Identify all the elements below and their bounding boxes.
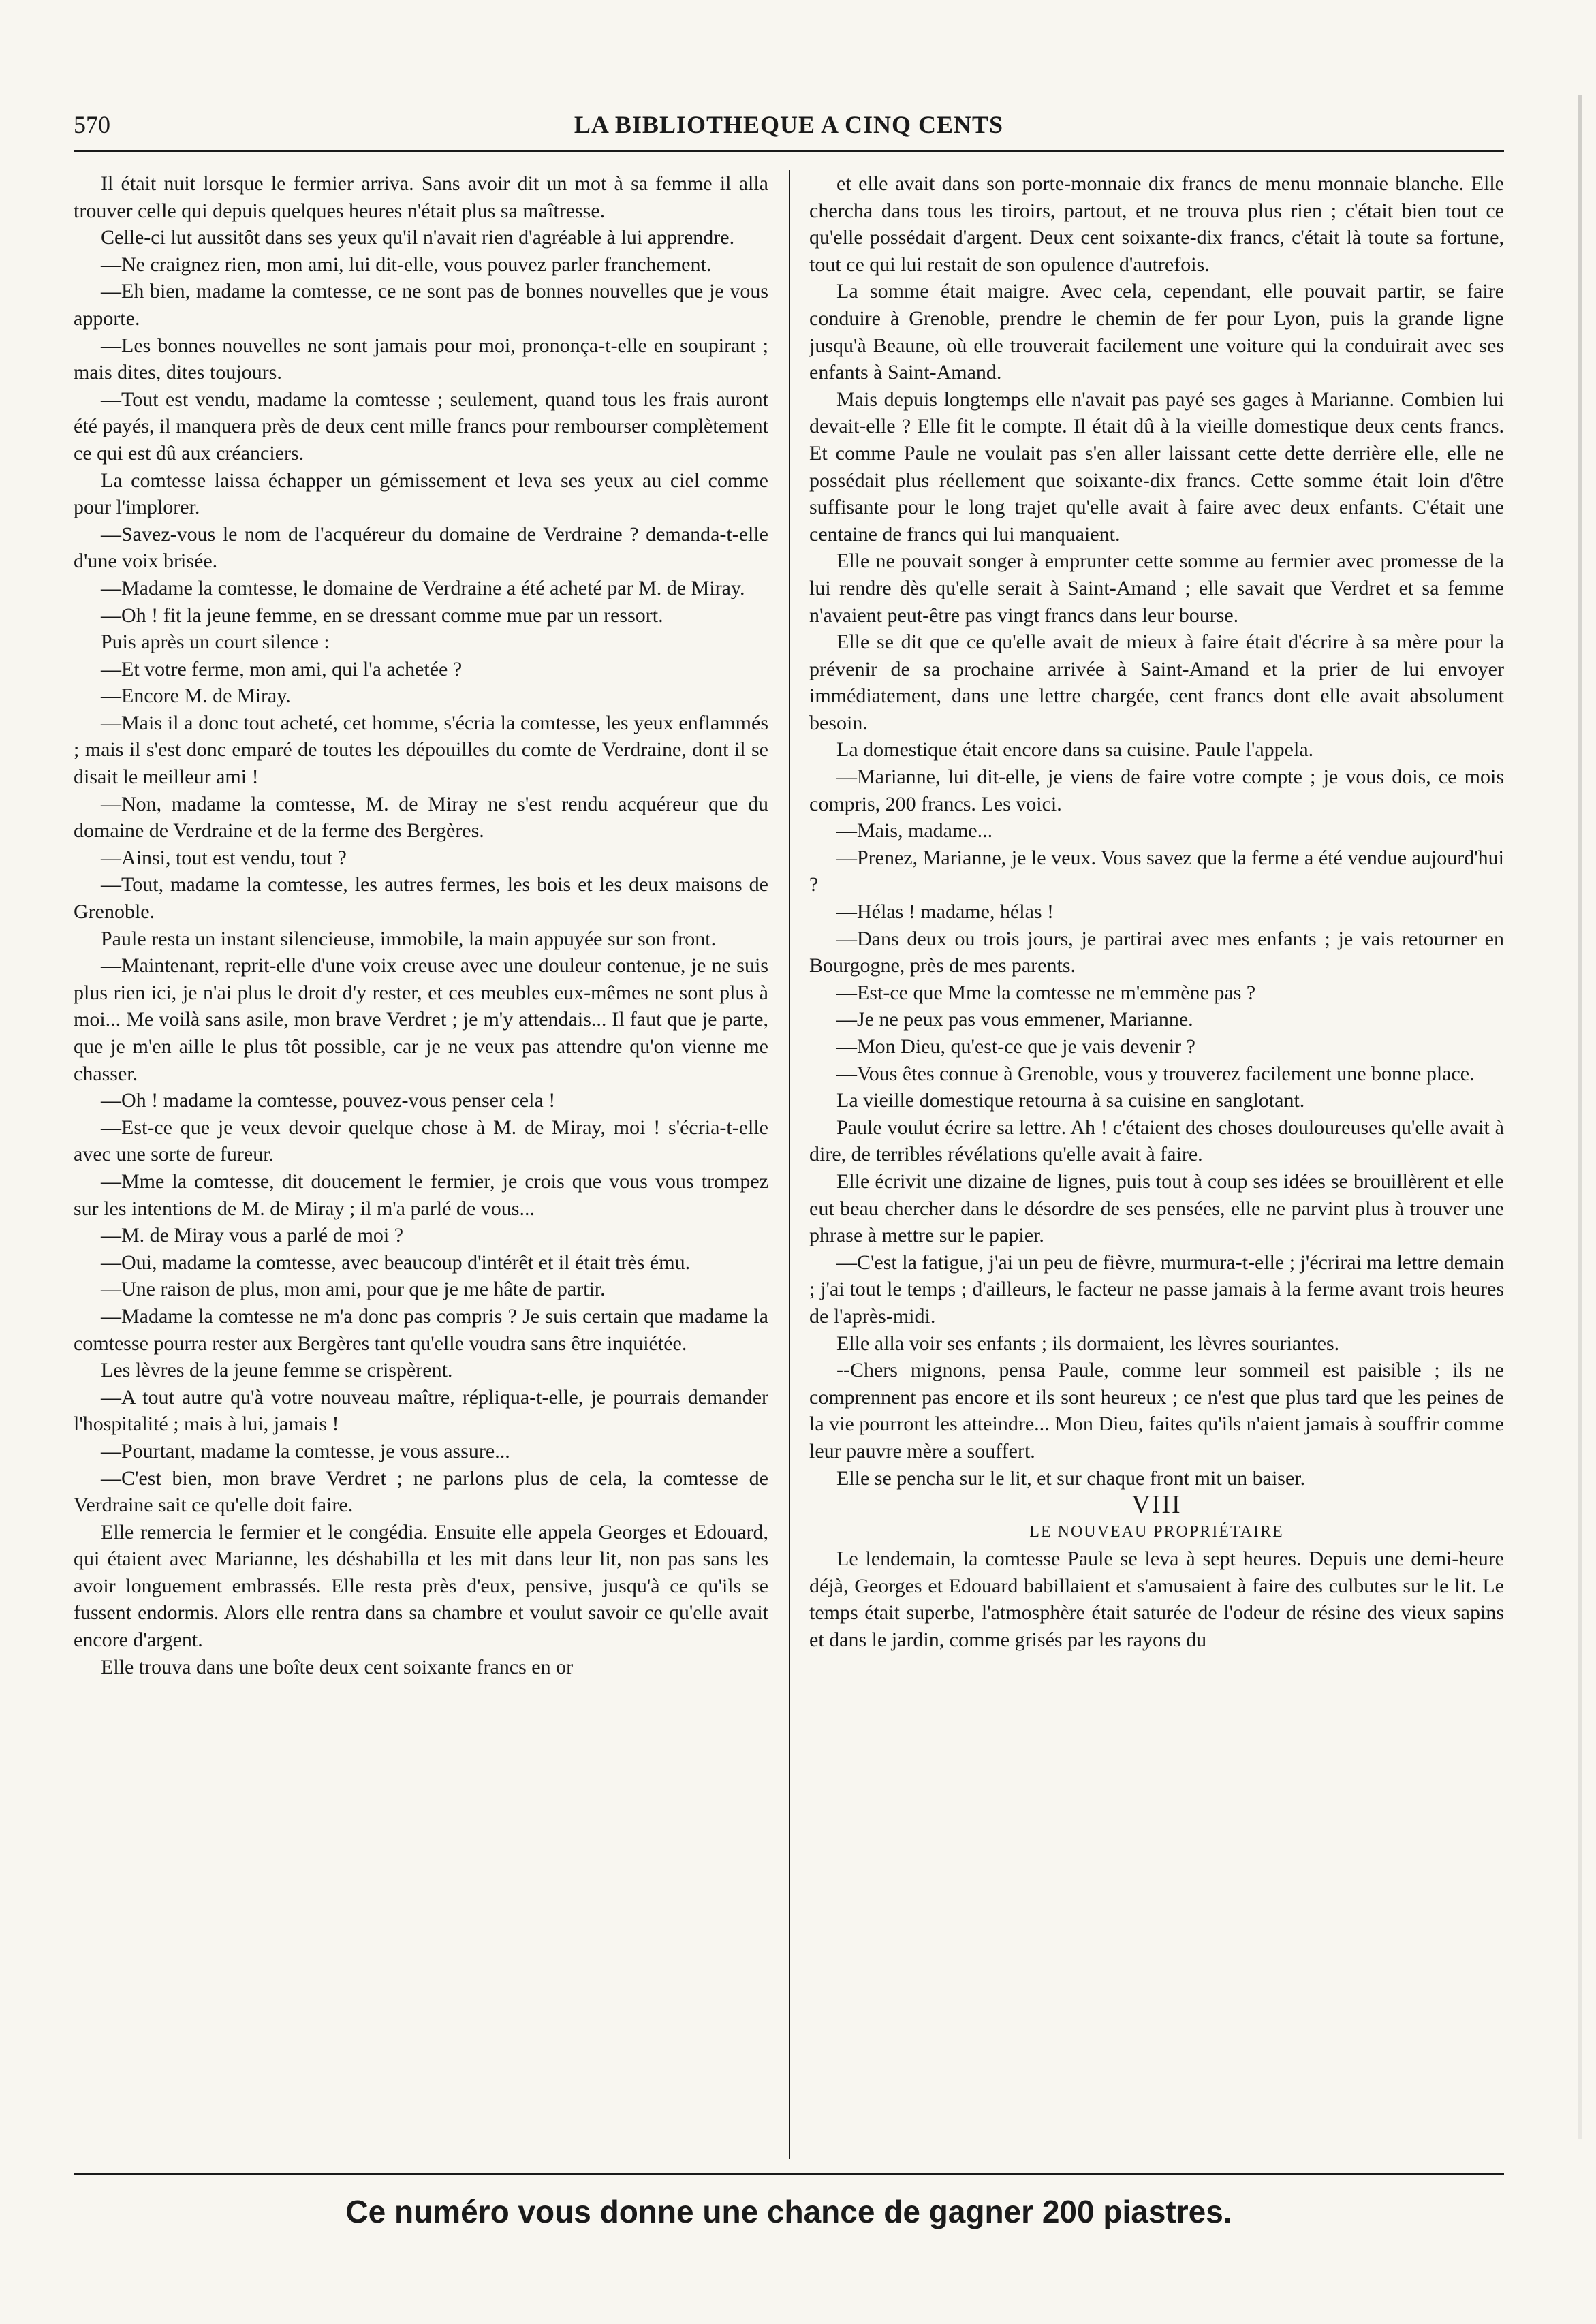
paragraph: —Les bonnes nouvelles ne sont jamais pour moi, prononça-t-elle en soupirant ; mais dites, dites toujours. — [74, 334, 768, 384]
paragraph: Le lendemain, la comtesse Paule se leva à sept heures. Depuis une demi-heure déjà, Georges et Edouard babillaient et s'amusaient à faire des culbutes sur le lit. Le temps était superbe, l'atmosphère était saturée de l'odeur de résine des vieux sapins et dans le jardin, comme grisés par les rayons du — [809, 1548, 1504, 1652]
paragraph: Elle ne pouvait songer à emprunter cette somme au fermier avec promesse de la lui rendre dès qu'elle serait à Saint-Amand ; elle savait que Verdret et sa femme n'avaient peut-être pas vingt francs dans leur bourse. — [809, 550, 1504, 627]
paragraph: —Tout, madame la comtesse, les autres fermes, les bois et les deux maisons de Grenoble. — [74, 873, 768, 924]
left-column — [74, 170, 768, 2159]
page-number: 570 — [74, 111, 110, 138]
paragraph: Celle-ci lut aussitôt dans ses yeux qu'il n'avait rien d'agréable à lui apprendre. — [101, 226, 735, 249]
paragraph: —Est-ce que je veux devoir quelque chose à M. de Miray, moi ! s'écria-t-elle avec une sorte de fureur. — [74, 1116, 768, 1166]
paragraph: La domestique était encore dans sa cuisine. Paule l'appela. — [836, 738, 1314, 761]
paragraph: Elle alla voir ses enfants ; ils dormaient, les lèvres souriantes. — [836, 1332, 1340, 1355]
paragraph: Il était nuit lorsque le fermier arriva. Sans avoir dit un mot à sa femme il alla trouver celle qui depuis quelques heures n'était plus sa maîtresse. — [74, 172, 768, 222]
paragraph: La somme était maigre. Avec cela, cependant, elle pouvait partir, se faire conduire à Grenoble, prendre le chemin de fer pour Lyon, puis la grande ligne jusqu'à Beaune, où elle trouverait facilement une voiture qui la conduirait avec ses enfants à Saint-Amand. — [809, 280, 1504, 384]
running-title: LA BIBLIOTHEQUE A CINQ CENTS — [574, 111, 1004, 138]
paragraph: La vieille domestique retourna à sa cuisine en sanglotant. — [836, 1089, 1305, 1112]
paragraph: —A tout autre qu'à votre nouveau maître, répliqua-t-elle, je pourrais demander l'hospitalité ; mais à lui, jamais ! — [74, 1385, 768, 1436]
header-rule — [74, 150, 1504, 155]
paragraph: La comtesse laissa échapper un gémissement et leva ses yeux au ciel comme pour l'implorer. — [74, 469, 768, 519]
paragraph: —Mme la comtesse, dit doucement le fermier, je crois que vous vous trompez sur les intentions de M. de Miray ; il m'a parlé de vous... — [74, 1169, 768, 1220]
paragraph: —Mon Dieu, qu'est-ce que je vais devenir ? — [836, 1035, 1195, 1058]
text-columns — [74, 170, 1504, 2159]
paragraph: —Madame la comtesse, le domaine de Verdraine a été acheté par M. de Miray. — [101, 576, 745, 599]
paragraph: —Et votre ferme, mon ami, qui l'a achetée ? — [101, 657, 463, 680]
paragraph: Elle remercia le fermier et le congédia. Ensuite elle appela Georges et Edouard, qui étaient avec Marianne, les déshabilla et les mit dans leur lit, non pas sans les avoir longuement embrassés. Elle resta près d'eux, pensive, jusqu'à ce qu'ils se fussent endormis. Alors elle rentra dans sa chambre et voulut savoir ce qu'elle avait encore d'argent. — [74, 1520, 768, 1652]
paragraph: —C'est la fatigue, j'ai un peu de fièvre, murmura-t-elle ; j'écrirai ma lettre demain ; j'ai tout le temps ; d'ailleurs, le facteur ne passe jamais à la ferme avant trois heures de l'après-midi. — [809, 1251, 1504, 1328]
footer-banner: Ce numéro vous donne une chance de gagner 200 piastres. — [345, 2194, 1232, 2229]
paragraph: —Maintenant, reprit-elle d'une voix creuse avec une douleur contenue, je ne suis plus rien ici, je n'ai plus le droit d'y rester, et ces meubles eux-mêmes ne sont plus à moi... Me voilà sans asile, mon brave Verdret ; je m'y attendais... Il faut que je parte, que je m'en aille le plus tôt possible, car je ne veux pas attendre qu'on vienne me chasser. — [74, 954, 768, 1085]
right-column — [809, 170, 1504, 2159]
margin-scan-mark — [1578, 95, 1582, 2139]
paragraph: Elle trouva dans une boîte deux cent soixante francs en or — [101, 1655, 574, 1678]
paragraph: —Eh bien, madame la comtesse, ce ne sont pas de bonnes nouvelles que je vous apporte. — [74, 280, 768, 330]
newspaper-page — [74, 102, 1504, 2229]
paragraph: —Encore M. de Miray. — [101, 685, 291, 708]
paragraph: --Chers mignons, pensa Paule, comme leur sommeil est paisible ; ils ne comprennent pas encore et ils sont heureux ; ce n'est que plus tard que les peines de la vie pourront les atteindre... Mon Dieu, faites qu'ils n'aient jamais à souffrir comme leur pauvre mère a souffert. — [809, 1359, 1504, 1462]
paragraph: Mais depuis longtemps elle n'avait pas payé ses gages à Marianne. Combien lui devait-elle ? Elle fit le compte. Il était dû à la vieille domestique deux cents francs. Et comme Paule ne voulait pas s'en aller laissant cette dette derrière elle, elle ne possédait plus réellement que soixante-dix francs. Cette somme était loin d'être suffisante pour le long trajet qu'elle avait à faire avec deux enfants. C'était une centaine de francs qui lui manquaient. — [809, 388, 1504, 546]
paragraph: Elle se pencha sur le lit, et sur chaque front mit un baiser. — [836, 1466, 1306, 1490]
paragraph: Puis après un court silence : — [101, 631, 330, 654]
paragraph: —Dans deux ou trois jours, je partirai avec mes enfants ; je vais retourner en Bourgogne, près de mes parents. — [809, 927, 1504, 977]
column-divider — [789, 170, 790, 2159]
paragraph: —Marianne, lui dit-elle, je viens de faire votre compte ; je vous dois, ce mois compris, 200 francs. Les voici. — [809, 766, 1504, 815]
paragraph: —Madame la comtesse ne m'a donc pas compris ? Je suis certain que madame la comtesse pourra rester aux Bergères tant qu'elle voudra sans être inquiétée. — [74, 1304, 768, 1355]
paragraph: —Prenez, Marianne, je le veux. Vous savez que la ferme a été vendue aujourd'hui ? — [809, 846, 1504, 896]
paragraph: —Savez-vous le nom de l'acquéreur du domaine de Verdraine ? demanda-t-elle d'une voix brisée. — [74, 522, 768, 573]
paragraph: —Je ne peux pas vous emmener, Marianne. — [836, 1008, 1193, 1031]
paragraph: —Oh ! madame la comtesse, pouvez-vous penser cela ! — [101, 1089, 556, 1112]
paragraph: —Hélas ! madame, hélas ! — [836, 900, 1054, 924]
paragraph: Paule resta un instant silencieuse, immobile, la main appuyée sur son front. — [101, 927, 717, 950]
paragraph: —Oh ! fit la jeune femme, en se dressant comme mue par un ressort. — [101, 603, 663, 627]
paragraph: —Mais il a donc tout acheté, cet homme, s'écria la comtesse, les yeux enflammés ; mais il s'est donc emparé de toutes les dépouilles du comte de Verdraine, dont il se disait le meilleur ami ! — [74, 711, 768, 789]
paragraph: —Non, madame la comtesse, M. de Miray ne s'est rendu acquéreur que du domaine de Verdraine et de la ferme des Bergères. — [74, 792, 768, 843]
paragraph: —C'est bien, mon brave Verdret ; ne parlons plus de cela, la comtesse de Verdraine sait ce qu'elle doit faire. — [74, 1466, 768, 1517]
paragraph: Elle se dit que ce qu'elle avait de mieux à faire était d'écrire à sa mère pour la prévenir de sa prochaine arrivée à Saint-Amand et la prier de lui envoyer immédiatement, dans une lettre chargée, cent francs dont elle avait absolument besoin. — [809, 631, 1504, 734]
paragraph: —M. de Miray vous a parlé de moi ? — [101, 1224, 404, 1247]
paragraph: —Vous êtes connue à Grenoble, vous y trouverez facilement une bonne place. — [836, 1062, 1475, 1085]
paragraph: et elle avait dans son porte-monnaie dix francs de menu monnaie blanche. Elle chercha dans tous les tiroirs, partout, et ne trouva plus rien ; c'était bien tout ce qu'elle possédait d'argent. Deux cent soixante-dix francs, c'était là toute sa fortune, tout ce qui lui restait de son opulence d'autrefois. — [809, 172, 1504, 276]
footer-rule — [74, 2173, 1504, 2175]
paragraph: —Est-ce que Mme la comtesse ne m'emmène pas ? — [836, 981, 1256, 1004]
paragraph: —Tout est vendu, madame la comtesse ; seulement, quand tous les frais auront été payés, il manquera près de deux cent mille francs pour rembourser complètement ce qui est dû aux créanciers. — [74, 388, 768, 465]
paragraph: —Ne craignez rien, mon ami, lui dit-elle, vous pouvez parler franchement. — [101, 253, 712, 276]
paragraph: —Ainsi, tout est vendu, tout ? — [101, 846, 347, 869]
paragraph: —Mais, madame... — [836, 819, 993, 843]
paragraph: —Pourtant, madame la comtesse, je vous assure... — [101, 1439, 510, 1462]
paragraph: —Une raison de plus, mon ami, pour que je me hâte de partir. — [101, 1278, 606, 1301]
chapter-number: VIII — [1131, 1490, 1182, 1520]
chapter-title: LE NOUVEAU PROPRIÉTAIRE — [1029, 1522, 1284, 1541]
paragraph: Paule voulut écrire sa lettre. Ah ! c'étaient des choses douloureuses qu'elle avait à dire, de terribles révélations qu'elle avait à faire. — [809, 1116, 1504, 1166]
page-header — [74, 102, 1504, 150]
paragraph: Les lèvres de la jeune femme se crispèrent. — [101, 1359, 453, 1382]
paragraph: Elle écrivit une dizaine de lignes, puis tout à coup ses idées se brouillèrent et elle eut beau chercher dans le désordre de ses pensées, elle ne parvint plus à trouver une phrase à mettre sur le papier. — [809, 1169, 1504, 1247]
paragraph: —Oui, madame la comtesse, avec beaucoup d'intérêt et il était très ému. — [101, 1251, 691, 1274]
